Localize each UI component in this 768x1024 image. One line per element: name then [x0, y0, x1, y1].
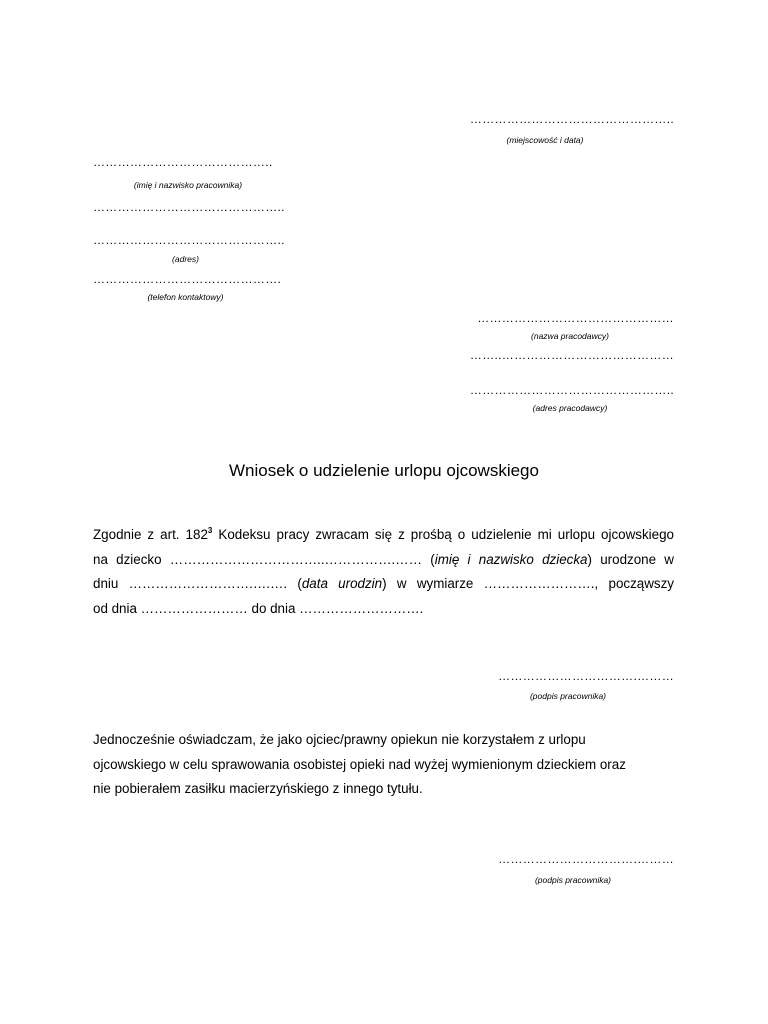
- request-line-4: od dnia …………………… do dnia ……………………….: [93, 600, 424, 616]
- request-line-3: [93, 572, 674, 597]
- employee-name-caption: (imię i nazwisko pracownika): [133, 180, 243, 190]
- employer-address-line-2: …………………………………………..: [469, 383, 674, 397]
- signature-2-caption: (podpis pracownika): [534, 875, 612, 885]
- request-line-1: [93, 523, 674, 548]
- place-date-caption: (miejscowość i data): [506, 135, 584, 145]
- request-line-3-end: ) w wymiarze ……………………., począwszy: [382, 576, 675, 591]
- signature-1-line: …………………………….………: [498, 669, 674, 683]
- birth-date-hint: data urodzin: [301, 576, 383, 591]
- employer-address-line-1: ……..……………………………………: [469, 348, 674, 362]
- employee-address-caption: (adres): [172, 254, 199, 264]
- document-title: Wniosek o udzielenie urlopu ojcowskiego: [229, 461, 539, 480]
- request-line-1-end: Kodeksu pracy zwracam się z prośbą o udzielenie mi urlopu ojcowskiego: [212, 527, 674, 542]
- declaration-line-2: ojcowskiego w celu sprawowania osobistej opieki nad wyżej wymienionym dzieckiem oraz: [93, 756, 626, 772]
- employee-name-line: ……………………………………..: [93, 155, 273, 169]
- declaration-paragraph: [93, 728, 674, 802]
- employee-address-line-1: ………………………………………..: [93, 200, 285, 214]
- employee-phone-caption: (telefon kontaktowy): [147, 292, 224, 302]
- employee-phone-line: ……………………………………….: [93, 272, 282, 286]
- employee-address-line-2: ………………………………………..: [93, 233, 285, 247]
- signature-1-caption: (podpis pracownika): [529, 691, 607, 701]
- declaration-line-1: Jednocześnie oświadczam, że jako ojciec/prawny opiekun nie korzystałem z urlopu: [93, 732, 586, 747]
- request-line-2-start: na dziecko ……………………………..…………….…… (: [93, 551, 435, 567]
- employer-name-caption: (nazwa pracodawcy): [531, 331, 609, 341]
- article-superscript: 3: [207, 526, 213, 535]
- request-line-2: [93, 548, 674, 573]
- signature-2-line: …………………………….………: [498, 852, 674, 866]
- employer-address-caption: (adres pracodawcy): [532, 403, 608, 413]
- employer-name-line: …………………………………………: [477, 311, 674, 325]
- request-paragraph: [93, 523, 674, 621]
- declaration-line-3: nie pobierałem zasiłku macierzyńskiego z innego tytułu.: [93, 781, 423, 796]
- request-line-1-start: Zgodnie z art. 182: [93, 527, 208, 542]
- child-name-hint: imię i nazwisko dziecka: [434, 551, 588, 567]
- request-line-3-start: dniu ……………………….….…. (: [93, 576, 302, 591]
- place-date-line: …………………………………………..: [469, 112, 674, 126]
- request-line-2-end: ) urodzone w: [587, 551, 674, 567]
